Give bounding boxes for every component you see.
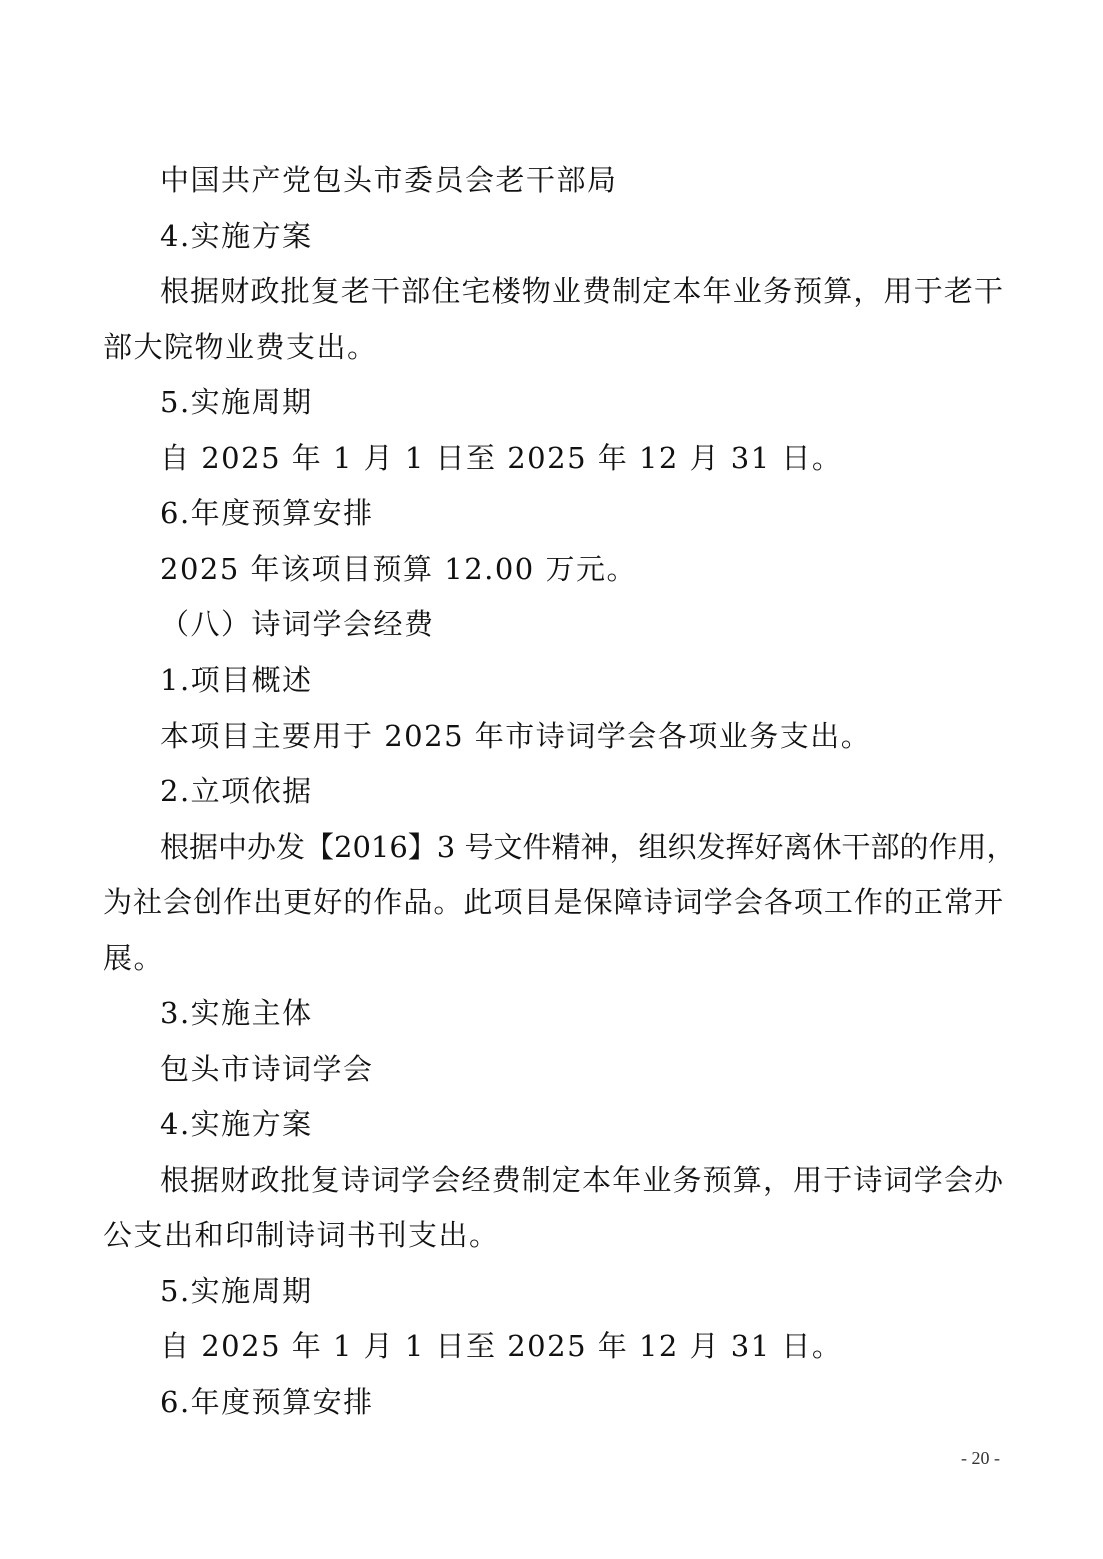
page-number: - 20 - <box>961 1448 1000 1468</box>
heading-project-basis: 2.立项依据 <box>160 774 313 808</box>
heading-annual-budget: 6.年度预算安排 <box>160 496 374 530</box>
heading-annual-budget-2: 6.年度预算安排 <box>160 1385 374 1419</box>
heading-implementing-body: 3.实施主体 <box>160 996 313 1030</box>
heading-implementation-period: 5.实施周期 <box>160 385 313 419</box>
paragraph-plan2-line-2: 公支出和印制诗词书刊支出。 <box>103 1218 500 1252</box>
heading-implementation-period-2: 5.实施周期 <box>160 1274 313 1308</box>
section-heading-poetry-society: （八）诗词学会经费 <box>160 607 435 641</box>
paragraph-budget: 2025 年该项目预算 12.00 万元。 <box>160 552 637 586</box>
paragraph-unit-name: 中国共产党包头市委员会老干部局 <box>160 163 618 197</box>
heading-project-overview: 1.项目概述 <box>160 663 313 697</box>
paragraph-basis-line-2: 为社会创作出更好的作品。此项目是保障诗词学会各项工作的正常开 <box>103 885 1003 919</box>
heading-implementation-plan-2: 4.实施方案 <box>160 1107 313 1141</box>
paragraph-period: 自 2025 年 1 月 1 日至 2025 年 12 月 31 日。 <box>160 441 843 475</box>
paragraph-period-2: 自 2025 年 1 月 1 日至 2025 年 12 月 31 日。 <box>160 1329 843 1363</box>
paragraph-plan-line-1: 根据财政批复老干部住宅楼物业费制定本年业务预算，用于老干 <box>160 274 1003 308</box>
paragraph-plan2-line-1: 根据财政批复诗词学会经费制定本年业务预算，用于诗词学会办 <box>160 1163 1003 1197</box>
paragraph-implementing-body: 包头市诗词学会 <box>160 1052 374 1086</box>
paragraph-plan-line-2: 部大院物业费支出。 <box>103 330 378 364</box>
paragraph-overview: 本项目主要用于 2025 年市诗词学会各项业务支出。 <box>160 719 872 753</box>
paragraph-basis-line-1: 根据中办发【2016】3 号文件精神，组织发挥好离休干部的作用， <box>160 830 1016 864</box>
paragraph-basis-line-3: 展。 <box>103 941 165 975</box>
heading-implementation-plan: 4.实施方案 <box>160 219 313 253</box>
